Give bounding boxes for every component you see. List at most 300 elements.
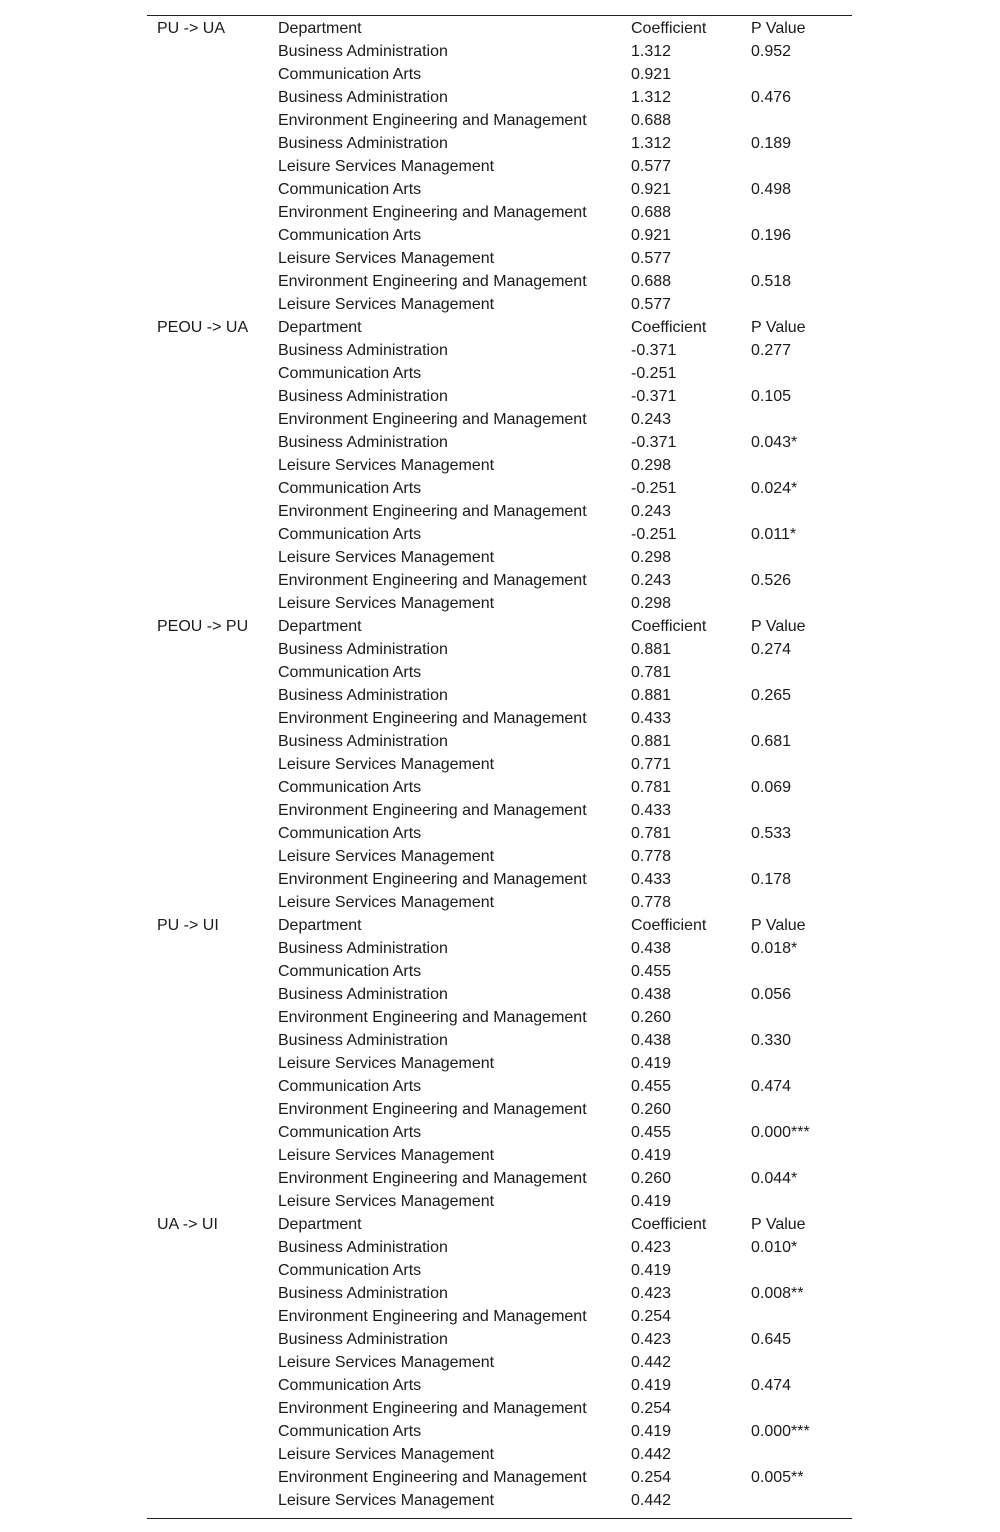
coefficient-cell: 0.688 — [631, 273, 672, 290]
table-row — [147, 477, 852, 500]
table-row — [147, 408, 852, 431]
pvalue-cell — [751, 1144, 852, 1167]
path-cell-empty — [147, 799, 278, 822]
coefficient-cell: 0.921 — [631, 181, 672, 198]
department-header: Department — [278, 1216, 362, 1233]
department-cell: Leisure Services Management — [278, 756, 495, 773]
path-cell-empty — [147, 1259, 278, 1282]
path-cell-empty — [147, 1397, 278, 1420]
coefficient-cell: 0.243 — [631, 411, 672, 428]
path-cell-empty — [147, 1236, 278, 1259]
path-cell-empty — [147, 1167, 278, 1190]
table-row — [147, 1351, 852, 1374]
department-cell: Environment Engineering and Management — [278, 802, 587, 819]
table-row — [147, 707, 852, 730]
pvalue-cell: 0.476 — [751, 89, 792, 106]
pvalue-cell: 0.474 — [751, 1377, 792, 1394]
pvalue-cell — [751, 155, 852, 178]
department-cell: Communication Arts — [278, 181, 422, 198]
department-cell: Business Administration — [278, 1032, 448, 1049]
pvalue-cell: 0.044* — [751, 1170, 798, 1187]
coefficient-header: Coefficient — [631, 319, 707, 336]
table-row — [147, 1489, 852, 1512]
table-row — [147, 247, 852, 270]
department-cell: Environment Engineering and Management — [278, 1469, 587, 1486]
department-cell: Communication Arts — [278, 1124, 422, 1141]
pvalue-cell — [751, 293, 852, 316]
pvalue-cell — [751, 500, 852, 523]
table-row — [147, 638, 852, 661]
path-cell-empty — [147, 707, 278, 730]
table-row — [147, 753, 852, 776]
coefficient-cell: 0.423 — [631, 1239, 672, 1256]
coefficient-cell: 0.577 — [631, 296, 672, 313]
coefficient-cell: 0.254 — [631, 1469, 672, 1486]
coefficient-cell: 0.243 — [631, 572, 672, 589]
table-row — [147, 1397, 852, 1420]
path-cell-empty — [147, 776, 278, 799]
path-cell-empty — [147, 891, 278, 914]
path-cell-empty — [147, 1052, 278, 1075]
department-cell: Leisure Services Management — [278, 1055, 495, 1072]
path-cell-empty — [147, 224, 278, 247]
table-row — [147, 1420, 852, 1443]
path-label: UA -> UI — [157, 1216, 218, 1233]
pvalue-cell — [751, 109, 852, 132]
path-cell-empty — [147, 270, 278, 293]
table-row — [147, 937, 852, 960]
department-cell: Communication Arts — [278, 963, 422, 980]
pvalue-cell: 0.056 — [751, 986, 792, 1003]
coefficient-cell: 0.771 — [631, 756, 672, 773]
coefficient-cell: 0.438 — [631, 940, 672, 957]
path-cell-empty — [147, 1466, 278, 1489]
coefficient-cell: 0.455 — [631, 963, 672, 980]
path-cell-empty — [147, 1121, 278, 1144]
pvalue-cell: 0.178 — [751, 871, 792, 888]
pvalue-cell: 0.265 — [751, 687, 792, 704]
department-cell: Environment Engineering and Management — [278, 112, 587, 129]
coefficient-cell: 0.881 — [631, 733, 672, 750]
pvalue-cell: 0.000*** — [751, 1423, 810, 1440]
coefficient-cell: 0.260 — [631, 1101, 672, 1118]
coefficient-cell: 0.260 — [631, 1009, 672, 1026]
coefficient-cell: 0.423 — [631, 1331, 672, 1348]
table-row — [147, 960, 852, 983]
table-row — [147, 891, 852, 914]
coefficient-cell: 0.688 — [631, 204, 672, 221]
department-cell: Environment Engineering and Management — [278, 503, 587, 520]
department-cell: Environment Engineering and Management — [278, 710, 587, 727]
path-cell-empty — [147, 1029, 278, 1052]
coefficient-cell: -0.251 — [631, 480, 677, 497]
group-header-row — [147, 1213, 852, 1236]
department-cell: Environment Engineering and Management — [278, 1308, 587, 1325]
department-header: Department — [278, 20, 362, 37]
department-header: Department — [278, 319, 362, 336]
table-row — [147, 1466, 852, 1489]
path-label: PU -> UI — [157, 917, 219, 934]
table-row — [147, 1167, 852, 1190]
coefficient-cell: 0.881 — [631, 687, 672, 704]
path-cell-empty — [147, 40, 278, 63]
department-cell: Communication Arts — [278, 1377, 422, 1394]
department-cell: Communication Arts — [278, 825, 422, 842]
department-cell: Environment Engineering and Management — [278, 204, 587, 221]
path-cell-empty — [147, 1443, 278, 1466]
table-row — [147, 132, 852, 155]
department-cell: Environment Engineering and Management — [278, 871, 587, 888]
pvalue-cell: 0.043* — [751, 434, 798, 451]
pvalue-cell — [751, 1006, 852, 1029]
pvalue-cell — [751, 1397, 852, 1420]
path-cell-empty — [147, 638, 278, 661]
path-cell-empty — [147, 201, 278, 224]
path-cell-empty — [147, 339, 278, 362]
department-cell: Business Administration — [278, 687, 448, 704]
table-row — [147, 293, 852, 316]
path-cell-empty — [147, 63, 278, 86]
table-row — [147, 1236, 852, 1259]
path-cell-empty — [147, 408, 278, 431]
coefficient-cell: 0.921 — [631, 66, 672, 83]
department-cell: Business Administration — [278, 135, 448, 152]
department-cell: Business Administration — [278, 641, 448, 658]
group-header-row — [147, 17, 852, 40]
department-cell: Environment Engineering and Management — [278, 1009, 587, 1026]
table-row — [147, 1305, 852, 1328]
pvalue-cell — [751, 63, 852, 86]
pvalue-cell: 0.526 — [751, 572, 792, 589]
coefficient-cell: -0.251 — [631, 365, 677, 382]
table-row — [147, 1098, 852, 1121]
pvalue-header: P Value — [751, 618, 806, 635]
pvalue-cell — [751, 960, 852, 983]
pvalue-cell: 0.681 — [751, 733, 792, 750]
path-label: PEOU -> PU — [157, 618, 249, 635]
table-row — [147, 661, 852, 684]
table-row — [147, 1075, 852, 1098]
path-cell-empty — [147, 1144, 278, 1167]
path-cell-empty — [147, 822, 278, 845]
coefficient-cell: 0.438 — [631, 986, 672, 1003]
department-cell: Environment Engineering and Management — [278, 411, 587, 428]
pvalue-cell: 0.105 — [751, 388, 792, 405]
pvalue-cell — [751, 546, 852, 569]
coefficient-cell: 0.254 — [631, 1400, 672, 1417]
pvalue-cell: 0.952 — [751, 43, 792, 60]
pvalue-cell: 0.274 — [751, 641, 792, 658]
department-cell: Leisure Services Management — [278, 158, 495, 175]
coefficient-header: Coefficient — [631, 20, 707, 37]
table-row — [147, 362, 852, 385]
path-cell-empty — [147, 753, 278, 776]
department-cell: Business Administration — [278, 89, 448, 106]
table-row — [147, 1029, 852, 1052]
coefficient-header: Coefficient — [631, 618, 707, 635]
pvalue-cell — [751, 661, 852, 684]
pvalue-cell — [751, 1305, 852, 1328]
department-cell: Leisure Services Management — [278, 296, 495, 313]
pvalue-cell — [751, 753, 852, 776]
path-cell-empty — [147, 730, 278, 753]
path-cell-empty — [147, 1282, 278, 1305]
pvalue-cell: 0.277 — [751, 342, 792, 359]
department-cell: Communication Arts — [278, 227, 422, 244]
department-cell: Environment Engineering and Management — [278, 572, 587, 589]
table-row — [147, 776, 852, 799]
coefficient-cell: 0.433 — [631, 710, 672, 727]
department-cell: Communication Arts — [278, 1078, 422, 1095]
path-cell-empty — [147, 477, 278, 500]
department-cell: Leisure Services Management — [278, 1354, 495, 1371]
coefficient-cell: 0.921 — [631, 227, 672, 244]
coefficient-cell: -0.371 — [631, 342, 677, 359]
department-cell: Leisure Services Management — [278, 1147, 495, 1164]
coefficient-header: Coefficient — [631, 917, 707, 934]
table-row — [147, 1052, 852, 1075]
path-label: PU -> UA — [157, 20, 226, 37]
path-cell-empty — [147, 983, 278, 1006]
path-cell-empty — [147, 1420, 278, 1443]
department-header: Department — [278, 917, 362, 934]
coefficient-cell: 0.419 — [631, 1147, 672, 1164]
pvalue-cell — [751, 454, 852, 477]
department-cell: Leisure Services Management — [278, 250, 495, 267]
pvalue-cell: 0.518 — [751, 273, 792, 290]
path-cell-empty — [147, 661, 278, 684]
table-row — [147, 1190, 852, 1213]
coefficient-cell: 0.254 — [631, 1308, 672, 1325]
table-row — [147, 1006, 852, 1029]
department-cell: Business Administration — [278, 1331, 448, 1348]
coefficient-cell: 0.577 — [631, 158, 672, 175]
coefficient-cell: 0.881 — [631, 641, 672, 658]
table-row — [147, 454, 852, 477]
pvalue-cell — [751, 247, 852, 270]
path-cell-empty — [147, 1098, 278, 1121]
table-row — [147, 431, 852, 454]
path-cell-empty — [147, 1489, 278, 1512]
path-cell-empty — [147, 960, 278, 983]
pvalue-cell — [751, 707, 852, 730]
department-cell: Business Administration — [278, 342, 448, 359]
pvalue-header: P Value — [751, 20, 806, 37]
path-cell-empty — [147, 132, 278, 155]
path-cell-empty — [147, 155, 278, 178]
coefficient-cell: 1.312 — [631, 89, 672, 106]
pvalue-cell — [751, 592, 852, 615]
coefficient-cell: 0.260 — [631, 1170, 672, 1187]
department-cell: Environment Engineering and Management — [278, 1170, 587, 1187]
table-row — [147, 730, 852, 753]
table-row — [147, 799, 852, 822]
group-header-row — [147, 316, 852, 339]
group-header-row — [147, 615, 852, 638]
path-cell-empty — [147, 1328, 278, 1351]
coefficient-cell: -0.251 — [631, 526, 677, 543]
department-cell: Communication Arts — [278, 1262, 422, 1279]
pvalue-cell — [751, 1098, 852, 1121]
pvalue-header: P Value — [751, 319, 806, 336]
department-cell: Business Administration — [278, 1239, 448, 1256]
path-cell-empty — [147, 362, 278, 385]
coefficient-cell: 1.312 — [631, 135, 672, 152]
coefficient-cell: 0.243 — [631, 503, 672, 520]
path-cell-empty — [147, 500, 278, 523]
department-cell: Leisure Services Management — [278, 549, 495, 566]
path-cell-empty — [147, 937, 278, 960]
path-cell-empty — [147, 1305, 278, 1328]
department-cell: Business Administration — [278, 733, 448, 750]
department-cell: Communication Arts — [278, 526, 422, 543]
pvalue-cell: 0.474 — [751, 1078, 792, 1095]
table-row — [147, 63, 852, 86]
pvalue-cell: 0.018* — [751, 940, 798, 957]
table-row — [147, 1328, 852, 1351]
path-cell-empty — [147, 178, 278, 201]
department-header: Department — [278, 618, 362, 635]
path-cell-empty — [147, 546, 278, 569]
pvalue-cell: 0.189 — [751, 135, 792, 152]
coefficient-cell: 0.781 — [631, 664, 672, 681]
coefficient-cell: 1.312 — [631, 43, 672, 60]
department-cell: Environment Engineering and Management — [278, 273, 587, 290]
coefficient-header: Coefficient — [631, 1216, 707, 1233]
path-cell-empty — [147, 684, 278, 707]
table-row — [147, 868, 852, 891]
coefficient-cell: 0.419 — [631, 1262, 672, 1279]
department-cell: Communication Arts — [278, 664, 422, 681]
path-cell-empty — [147, 454, 278, 477]
pvalue-cell — [751, 362, 852, 385]
pvalue-header: P Value — [751, 917, 806, 934]
table-row — [147, 592, 852, 615]
pvalue-cell — [751, 1443, 852, 1466]
pvalue-cell — [751, 891, 852, 914]
department-cell: Business Administration — [278, 940, 448, 957]
department-cell: Business Administration — [278, 388, 448, 405]
coefficient-cell: 0.688 — [631, 112, 672, 129]
pvalue-cell: 0.008** — [751, 1285, 804, 1302]
coefficient-cell: 0.778 — [631, 894, 672, 911]
results-table — [147, 15, 852, 1519]
table-row — [147, 523, 852, 546]
table-row — [147, 500, 852, 523]
table-row — [147, 1282, 852, 1305]
table-row — [147, 86, 852, 109]
department-cell: Leisure Services Management — [278, 1446, 495, 1463]
pvalue-cell — [751, 1259, 852, 1282]
pvalue-cell — [751, 799, 852, 822]
coefficient-cell: 0.433 — [631, 802, 672, 819]
pvalue-cell: 0.645 — [751, 1331, 792, 1348]
path-cell-empty — [147, 86, 278, 109]
path-cell-empty — [147, 109, 278, 132]
coefficient-cell: 0.419 — [631, 1055, 672, 1072]
pvalue-header: P Value — [751, 1216, 806, 1233]
department-cell: Communication Arts — [278, 66, 422, 83]
pvalue-cell — [751, 1489, 852, 1512]
table-row — [147, 845, 852, 868]
path-cell-empty — [147, 247, 278, 270]
pvalue-cell: 0.005** — [751, 1469, 804, 1486]
department-cell: Communication Arts — [278, 480, 422, 497]
path-cell-empty — [147, 385, 278, 408]
coefficient-cell: 0.442 — [631, 1354, 672, 1371]
pvalue-cell — [751, 201, 852, 224]
path-cell-empty — [147, 569, 278, 592]
path-label: PEOU -> UA — [157, 319, 249, 336]
table-row — [147, 270, 852, 293]
table-row — [147, 1443, 852, 1466]
department-cell: Environment Engineering and Management — [278, 1101, 587, 1118]
table-row — [147, 385, 852, 408]
coefficient-cell: 0.419 — [631, 1193, 672, 1210]
path-cell-empty — [147, 1006, 278, 1029]
coefficient-cell: 0.433 — [631, 871, 672, 888]
pvalue-cell: 0.010* — [751, 1239, 798, 1256]
coefficient-cell: 0.438 — [631, 1032, 672, 1049]
pvalue-cell: 0.000*** — [751, 1124, 810, 1141]
group-header-row — [147, 914, 852, 937]
department-cell: Environment Engineering and Management — [278, 1400, 587, 1417]
coefficient-cell: 0.781 — [631, 825, 672, 842]
pvalue-cell: 0.330 — [751, 1032, 792, 1049]
pvalue-cell — [751, 1351, 852, 1374]
pvalue-cell: 0.196 — [751, 227, 792, 244]
path-cell-empty — [147, 868, 278, 891]
department-cell: Business Administration — [278, 986, 448, 1003]
table-row — [147, 224, 852, 247]
coefficient-cell: 0.419 — [631, 1377, 672, 1394]
department-cell: Communication Arts — [278, 365, 422, 382]
table-row — [147, 178, 852, 201]
table-row — [147, 155, 852, 178]
department-cell: Leisure Services Management — [278, 894, 495, 911]
department-cell: Leisure Services Management — [278, 848, 495, 865]
pvalue-cell — [751, 1052, 852, 1075]
coefficient-cell: 0.455 — [631, 1078, 672, 1095]
pvalue-cell: 0.498 — [751, 181, 792, 198]
department-cell: Business Administration — [278, 1285, 448, 1302]
department-cell: Leisure Services Management — [278, 457, 495, 474]
pvalue-cell — [751, 408, 852, 431]
coefficient-cell: 0.423 — [631, 1285, 672, 1302]
table-row — [147, 1259, 852, 1282]
coefficient-cell: 0.781 — [631, 779, 672, 796]
table-row — [147, 40, 852, 63]
pvalue-cell: 0.011* — [751, 526, 797, 543]
table-row — [147, 1374, 852, 1397]
table-row — [147, 546, 852, 569]
coefficient-cell: 0.298 — [631, 595, 672, 612]
coefficient-cell: 0.442 — [631, 1492, 672, 1509]
table-row — [147, 569, 852, 592]
path-cell-empty — [147, 592, 278, 615]
table-row — [147, 109, 852, 132]
path-cell-empty — [147, 1374, 278, 1397]
department-cell: Leisure Services Management — [278, 1492, 495, 1509]
coefficient-cell: 0.577 — [631, 250, 672, 267]
coefficient-cell: -0.371 — [631, 434, 677, 451]
coefficient-cell: 0.419 — [631, 1423, 672, 1440]
path-cell-empty — [147, 293, 278, 316]
path-cell-empty — [147, 1075, 278, 1098]
table-row — [147, 1144, 852, 1167]
coefficient-cell: 0.298 — [631, 457, 672, 474]
pvalue-cell: 0.024* — [751, 480, 798, 497]
